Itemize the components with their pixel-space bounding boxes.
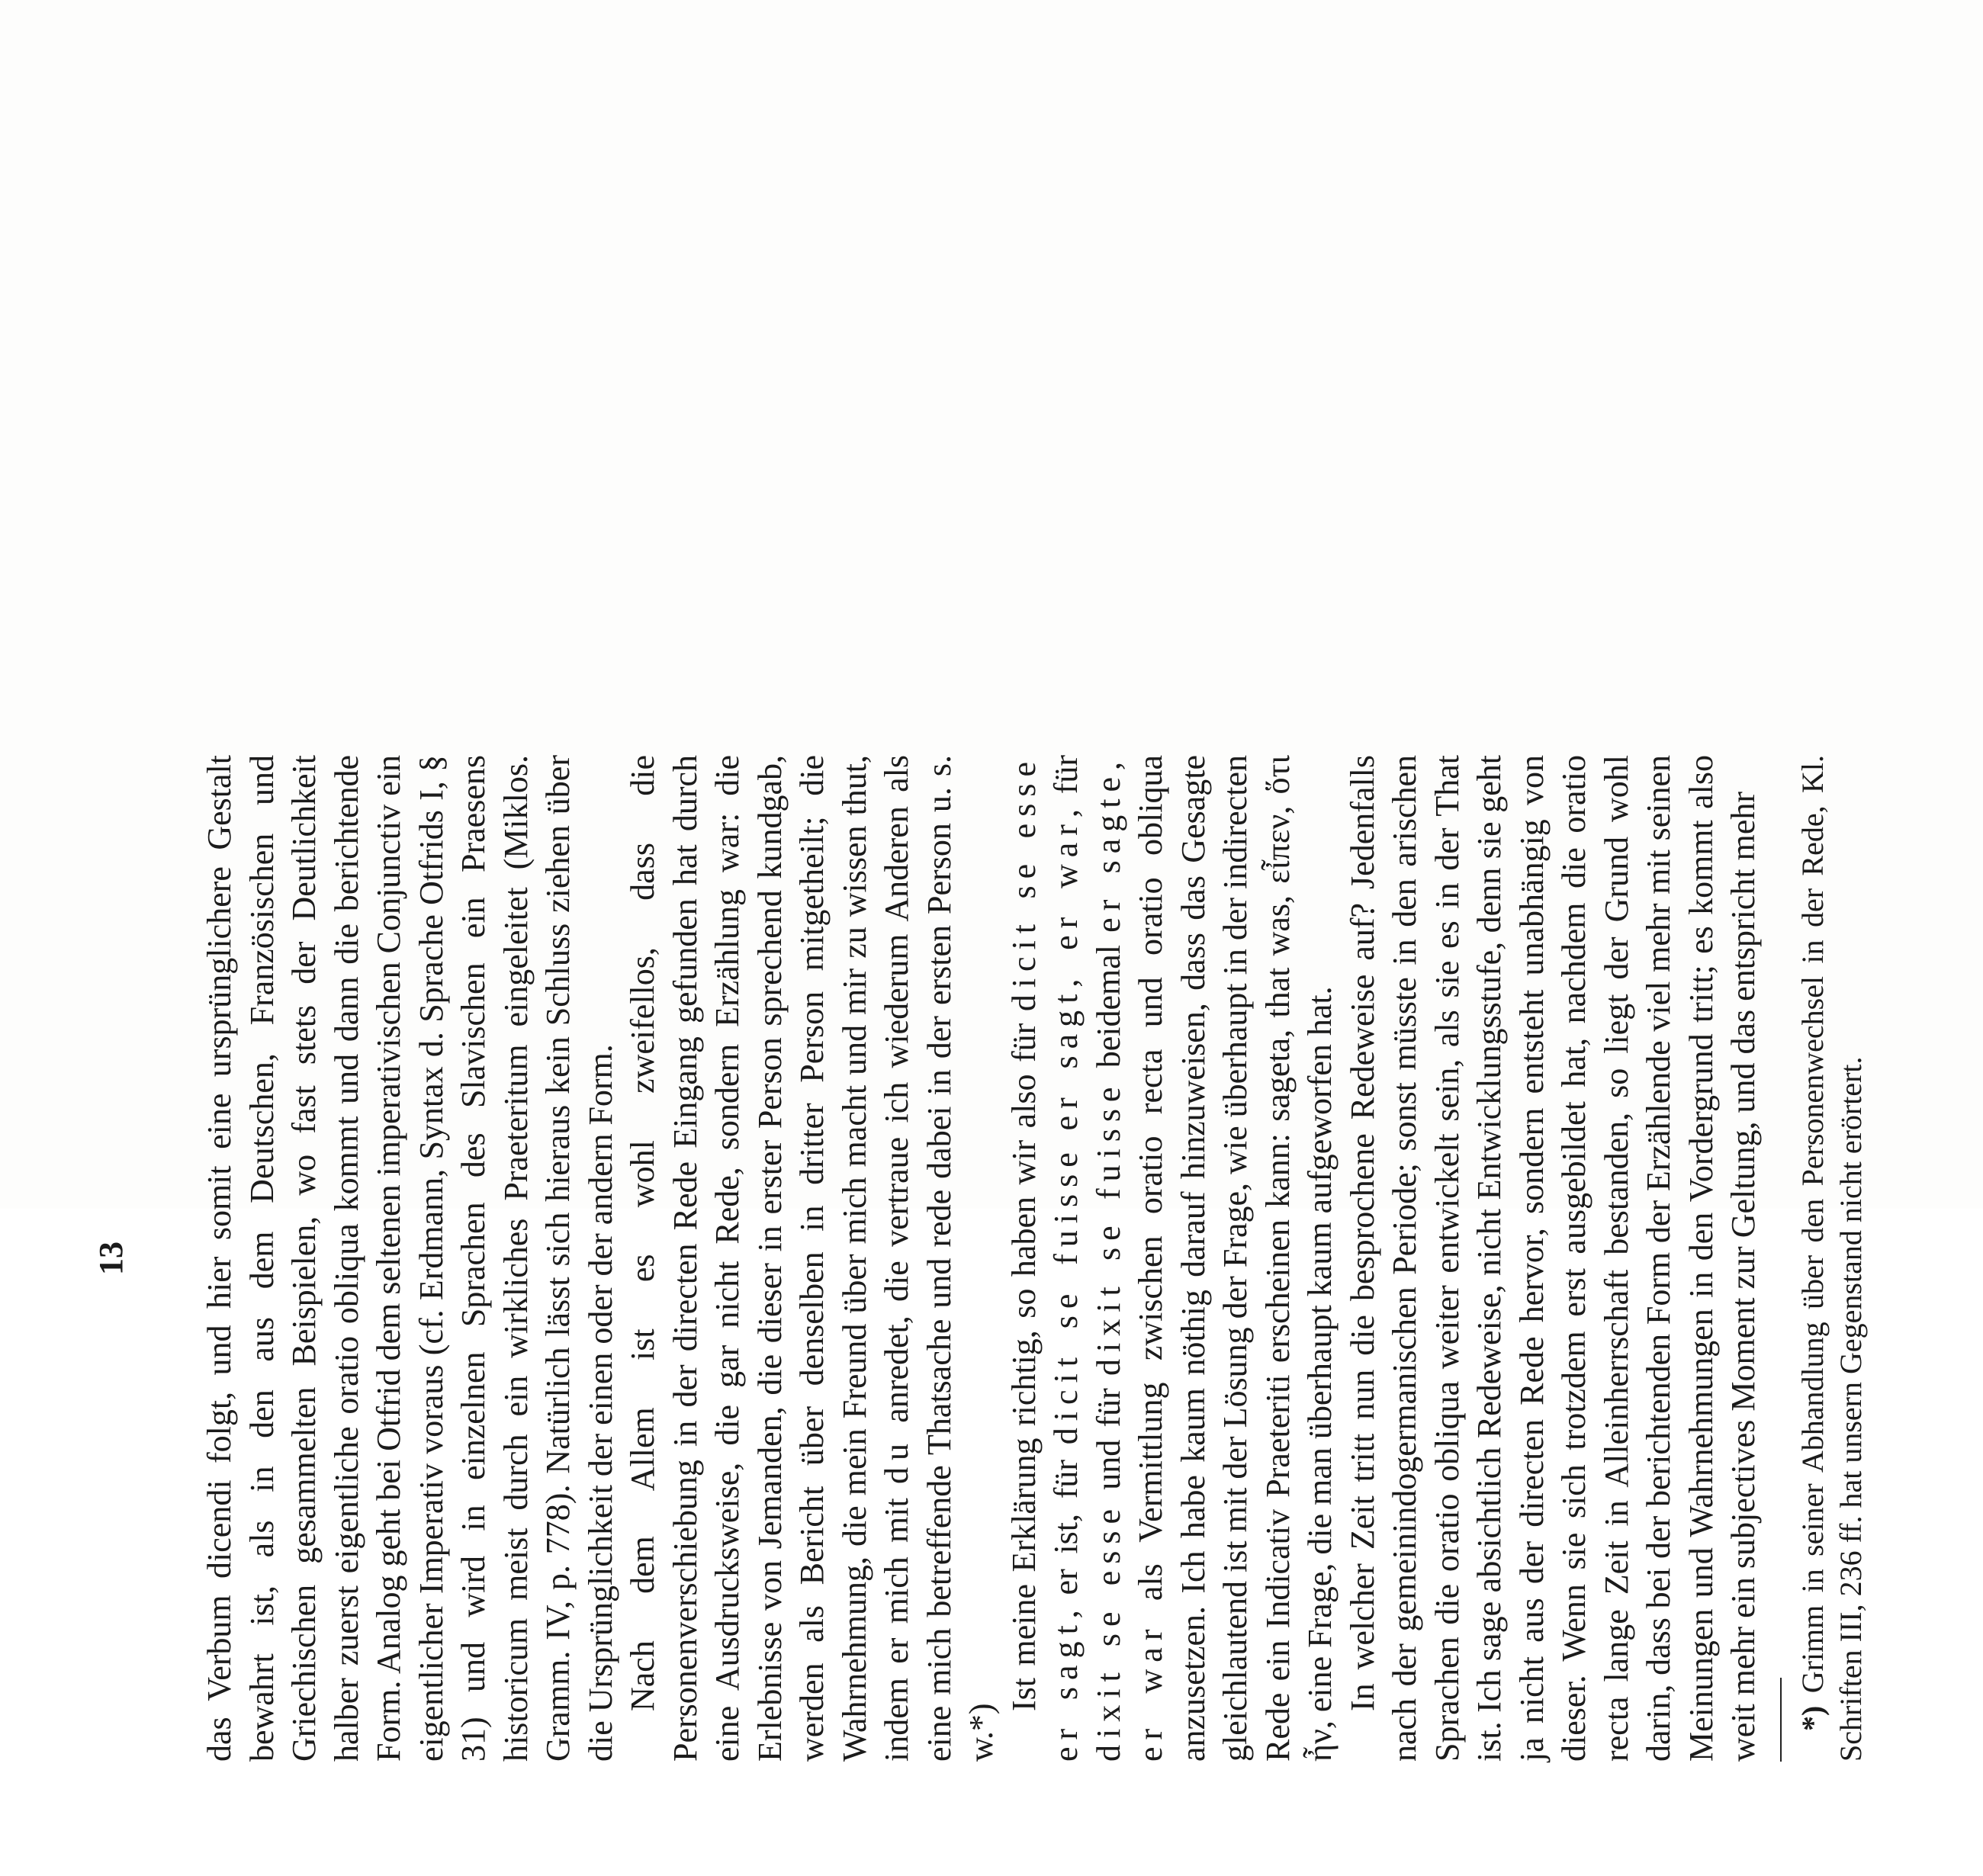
paragraph xyxy=(1003,755,1342,1762)
footnote-rule xyxy=(1780,1678,1782,1762)
spaced-emphasis: dixit se esse xyxy=(1089,1502,1127,1762)
text-run: Ist meine Erklärung richtig, so haben wir also für xyxy=(1004,1011,1043,1711)
rotated-book-page xyxy=(69,46,1868,1876)
spaced-emphasis: dixit se fuisse xyxy=(1089,1080,1127,1376)
body-text xyxy=(198,755,1765,1762)
text-run: beidemal xyxy=(1089,932,1127,1081)
text-run: , er ist, für xyxy=(1047,1444,1085,1619)
paragraph xyxy=(622,755,1003,1762)
page-number: 13 xyxy=(92,1242,130,1275)
footnote xyxy=(1794,755,1870,1762)
spaced-emphasis: du xyxy=(878,1437,915,1485)
spaced-emphasis: er sagte, er war xyxy=(1089,755,1169,1762)
text-run: als Vermittlung zwischen oratio recta und oratio obliqua anzusetzen. Ich habe kaum nöthig darauf hinzuweisen, dass das Gesagte gleichlautend ist mit der Lösung der Frage, wie überhaupt in der indirecten Rede ein Indicativ Praeteriti erscheinen kann: sageta, that was, εἶπεν, ὅτι ἦν, eine Frage, die man überhaupt kaum aufgeworfen hat. xyxy=(1132,754,1339,1762)
text-run: und für xyxy=(1089,1375,1127,1502)
text-run: das Verbum dicendi folgt, und hier somit eine ursprünglichere Gestalt bewahrt ist, als in den aus dem Deutschen, Französischen und Griechischen gesammelten Beispielen, wo fast stets der Deutlichkeit halber zuerst eigentliche oratio obliqua kommt und dann die berichtende Form. Analog geht bei Otfrid dem seltenen imperativischen Conjunctiv ein eigentlicher Imperativ voraus (cf. Erdmann, Syntax d. Sprache Otfrids I, § 31) und wird in einzelnen Sprachen des Slavischen ein Praesens historicum meist durch ein wirkliches Praeteritum eingeleitet (Miklos. Gramm. IV, p. 778). Natürlich lässt sich hieraus kein Schluss ziehen über die Ursprünglichkeit der einen oder der andern Form. xyxy=(201,755,619,1762)
text-run: Nach dem Allem ist es wohl zweifellos, dass die Personenverschiebung in der directen Rede Eingang gefunden hat durch eine Ausdrucksweise, die gar nicht Rede, sondern Erzählung war: die Erlebnisse von Jemanden, die dieser in erster Person sprechend kundgab, werden als Bericht über denselben in dritter Person mitgetheilt; die Wahrnehmung, die mein Freund über mich macht und mir zu wissen thut, indem er mich mit xyxy=(624,755,915,1762)
spaced-emphasis: dicit se fuisse xyxy=(1047,1145,1085,1445)
text-run: , für xyxy=(1047,754,1085,818)
spaced-emphasis: er sagt, er war xyxy=(1047,818,1085,1131)
paragraph xyxy=(1342,755,1765,1762)
footnote-text: Grimm in seiner Abhandlung über den Personenwechsel in der Rede, Kl. Schriften III, 236 ff. hat unsern Gegenstand nicht erörtert. xyxy=(1795,755,1868,1762)
text-run: In welcher Zeit tritt nun die besprochene Redeweise auf? Jedenfalls nach der gemeinindogermanischen Periode; sonst müsste in den arischen Sprachen die oratio obliqua weiter entwickelt sein, als sie es in der That ist. Ich sage absichtlich Redeweise, nicht Entwicklungsstufe, denn sie geht ja nicht aus der directen Rede hervor, sondern entsteht unabhängig von dieser. Wenn sie sich trotzdem erst ausgebildet hat, nachdem die oratio recta lange Zeit in Alleinherrschaft bestanden, so liegt der Grund wohl darin, dass bei der berichtenden Form der Erzählende viel mehr mit seinen Meinungen und Wahrnehmungen in den Vordergrund tritt; es kommt also weit mehr ein subjectives Moment zur Geltung, und das entspricht mehr xyxy=(1343,755,1762,1762)
text-run: anredet, die vertraue ich wiederum Anderen als eine mich betreffende Thatsache und rede dabei in der ersten Person u. s. w.*) xyxy=(878,755,1000,1762)
footnote-marker: *) xyxy=(1795,1705,1830,1731)
spaced-emphasis: er sagt xyxy=(1047,1618,1085,1762)
text-run xyxy=(1047,1130,1085,1145)
spaced-emphasis: dicit se esse xyxy=(1004,755,1043,1012)
paragraph xyxy=(198,755,622,1762)
page-content xyxy=(92,754,1868,1762)
